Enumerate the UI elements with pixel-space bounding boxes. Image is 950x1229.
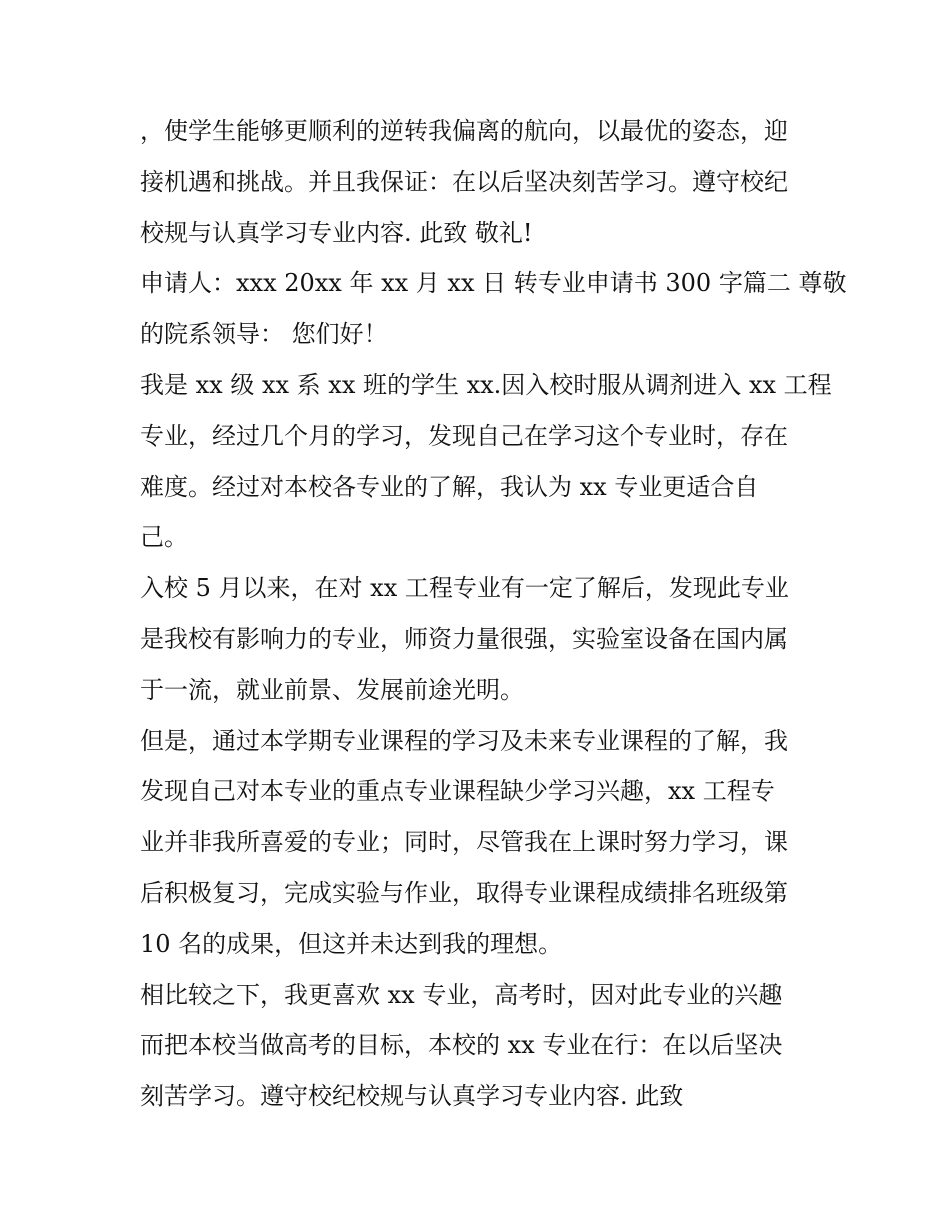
text-line: 但是，通过本学期专业课程的学习及未来专业课程的了解，我 [140,726,788,755]
text-line: 刻苦学习。遵守校纪校规与认真学习专业内容. 此致 [140,1082,684,1111]
text-line: 接机遇和挑战。并且我保证：在以后坚决刻苦学习。遵守校纪 [140,167,788,196]
text-line: 后积极复习，完成实验与作业，取得专业课程成绩排名班级第 [140,878,788,907]
text-line: 业并非我所喜爱的专业；同时，尽管我在上课时努力学习，课 [140,828,788,857]
text-line: 专业，经过几个月的学习，发现自己在学习这个专业时，存在 [140,421,788,450]
text-line: ，使学生能够更顺利的逆转我偏离的航向，以最优的姿态，迎 [140,117,788,145]
text-line: 己。 [140,523,188,552]
text-line: 校规与认真学习专业内容. 此致 敬礼! [140,218,533,247]
text-line: 发现自己对本专业的重点专业课程缺少学习兴趣，xx 工程专 [140,777,775,806]
text-line: 的院系领导： 您们好！ [140,320,388,349]
text-line: 于一流，就业前景、发展前途光明。 [140,675,524,704]
text-line: 相比较之下，我更喜欢 xx 专业，高考时，因对此专业的兴趣 [140,980,783,1009]
text-line: 10 名的成果，但这并未达到我的理想。 [140,929,563,958]
text-line: 入校 5 月以来，在对 xx 工程专业有一定了解后，发现此专业 [140,574,789,603]
text-line: 申请人：xxx 20xx 年 xx 月 xx 日 转专业申请书 300 字篇二 尊敬 [140,269,847,298]
text-line: 而把本校当做高考的目标，本校的 xx 专业在行：在以后坚决 [140,1031,783,1060]
text-line: 难度。经过对本校各专业的了解，我认为 xx 专业更适合自 [140,472,759,501]
text-line: 我是 xx 级 xx 系 xx 班的学生 xx.因入校时服从调剂进入 xx 工程 [140,370,832,399]
text-line: 是我校有影响力的专业，师资力量很强，实验室设备在国内属 [140,624,788,653]
document-body [140,106,847,1122]
